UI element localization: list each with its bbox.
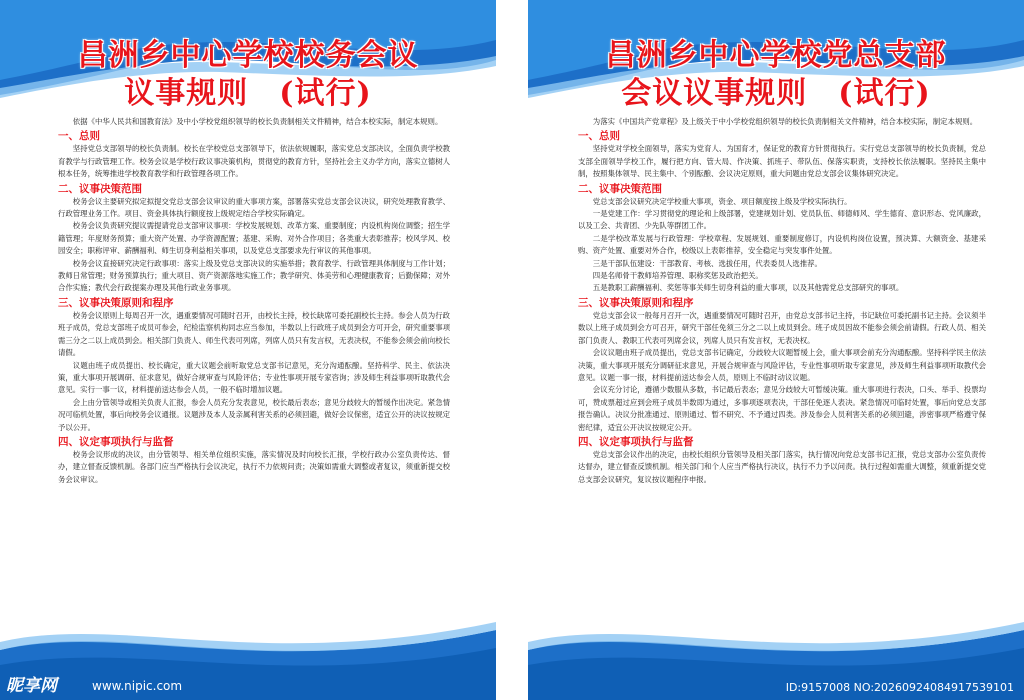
section-paragraph: 党总支部会议研究决定学校重大事项，资金、项目额度按上级及学校实际执行。	[592, 196, 852, 206]
section-paragraph: 一是党建工作：学习贯彻党的理论和上级部署，党建规划计划、党员队伍、师德师风、学生德育、意识形态、党风廉政，以及工会、共青团、少先队等群团工作。	[578, 209, 986, 231]
section-paragraph: 校务会议主要研究拟定拟提交党总支部会议审议的重大事项方案，部署落实党总支部会议决议，研究处理教育教学、行政管理业务工作。项目、资金具体执行额度按上级规定结合学校实际确定。	[58, 196, 450, 219]
nipic-url: www.nipic.com	[92, 679, 183, 693]
section-heading: 一、总则	[578, 130, 620, 143]
section-heading: 二、议事决策范围	[58, 182, 142, 195]
section-paragraph: 五是教职工薪酬福利、奖惩等事关师生切身利益的重大事项，以及其他需党总支部研究的事项。	[592, 283, 904, 293]
section-paragraph: 坚持党总支部领导的校长负责制。校长在学校党总支部领导下，依法依规履职，落实党总支部决议，全面负责学校教育教学与行政管理工作。校务会议是学校行政议事决策机构，贯彻党的教育方针，坚持社会主义办学方向，落实立德树人根本任务，统筹推进学校教育教学和行政管理各项工作。	[58, 144, 450, 179]
section-heading: 一、总则	[58, 130, 100, 143]
section-paragraph: 会议议题由班子成员提出，党总支部书记确定，分歧较大议题暂缓上会，重大事项会前充分沟通酝酿。坚持科学民主依法决策，重大事项开展充分调研征求意见，开展合规审查与风险评估，专业性事项听取专家意见，涉及师生利益事项听取教代会意见。议题一事一报，材料提前送达参会人员，原则上不临时动议议题。	[578, 348, 986, 382]
section-paragraph: 校务会议原则上每周召开一次，遇重要情况可随时召开，由校长主持，校长缺席可委托副校长主持。参会人员为行政班子成员，党总支部班子成员可参会，纪检监察机构同志应当参加，半数以上行政班子成员到会方可开会，研究重要事项需三分之二以上成员到会。相关部门负责人、师生代表可列席，列席人员只有发言权，无表决权，不能参会须会前向校长请假。	[58, 310, 450, 358]
bottom-blue-wave	[0, 610, 496, 700]
section-paragraph: 坚持党对学校全面领导，落实为党育人、为国育才，保证党的教育方针贯彻执行。实行党总支部领导的校长负责制，党总支部全面领导学校工作，履行把方向、管大局、作决策、抓班子、带队伍、保落实职责，支持校长依法履职。坚持民主集中制，按照集体领导、民主集中、个别酝酿、会议决定原则，重大问题由党总支部会议集体研究决定。	[578, 144, 986, 179]
rules-body	[578, 116, 986, 486]
section-paragraph: 二是学校改革发展与行政管理：学校章程、发展规划、重要制度修订，内设机构岗位设置，预决算、大额资金、基建采购、资产处置、重要对外合作，校级以上表彰推荐，安全稳定与突发事件处置。	[578, 233, 986, 256]
poster-title-line1: 昌洲乡中心学校党总支部	[605, 38, 947, 73]
section-heading: 四、议定事项执行与监督	[58, 435, 174, 448]
section-heading: 三、议事决策原则和程序	[58, 296, 174, 309]
section-heading: 二、议事决策范围	[578, 182, 662, 195]
section-heading: 三、议事决策原则和程序	[578, 296, 694, 309]
section-paragraph: 党总支部会议一般每月召开一次，遇重要情况可随时召开，由党总支部书记主持，书记缺位可委托副书记主持。会议须半数以上班子成员到会方可召开，研究干部任免须三分之二以上成员到会。班子成员因故不能参会须会前请假。行政人员、相关部门负责人、教职工代表可列席会议，列席人员只有发言权，无表决权。	[578, 310, 986, 345]
party-branch-poster	[528, 0, 1024, 700]
poster-title-line2: 会议议事规则 (试行)	[621, 76, 931, 111]
section-heading: 四、议定事项执行与监督	[578, 435, 694, 448]
image-id-watermark: ID:9157008 NO:20260924084917539101	[785, 681, 1014, 694]
section-paragraph: 四是名师骨干教师培养管理、职称奖惩及政治把关。	[592, 271, 763, 281]
school-affairs-poster	[0, 0, 496, 700]
intro-paragraph: 依据《中华人民共和国教育法》及中小学校党组织领导的校长负责制相关文件精神，结合本校实际，制定本规则。	[72, 117, 443, 126]
section-paragraph: 校务会议直接研究决定行政事项：落实上级及党总支部决议的实施举措；教育教学、行政管理具体制度与工作计划；教师日常管理；财务预算执行；重大项目、资产资源落地实施工作；教学研究、体美劳和心理健康教育；后勤保障；对外合作实施；教代会行政提案办理及其他行政业务事项。	[58, 258, 450, 293]
section-paragraph: 三是干部队伍建设：干部教育、考核、选拔任用，代表委员人选推荐。	[592, 258, 822, 268]
rules-body	[58, 116, 450, 486]
section-paragraph: 会议充分讨论，遵循少数服从多数，书记最后表态；意见分歧较大可暂缓决策。重大事项进行表决，口头、举手、投票均可，赞成票超过应到会班子成员半数即为通过，多事项逐项表决，干部任免逐人表决。紧急情况可临时处置，事后向党总支部报告确认。决议分批准通过、原则通过、暂不研究、不予通过四类。涉及参会人员利害关系的必须回避，涉密事项严格遵守保密纪律，适宜公开决议按规定公开。	[578, 385, 986, 432]
section-paragraph: 党总支部会议作出的决定，由校长组织分管领导及相关部门落实，执行情况向党总支部书记汇报，党总支部办公室负责传达督办，建立督查反馈机制。相关部门和个人应当严格执行决议，执行不力予以问责。执行过程如需重大调整，须重新提交党总支部会议研究，复议按议题程序申报。	[578, 449, 986, 484]
section-paragraph: 议题由班子成员提出、校长确定，重大议题会前听取党总支部书记意见，充分沟通酝酿。坚持科学、民主、依法决策，重大事项开展调研、征求意见，做好合规审查与风险评估；专业性事项开展专家咨询；涉及师生利益事项听取教代会意见。实行一事一议，材料提前送达参会人员，一般不临时增加议题。	[58, 360, 450, 395]
section-paragraph: 会上由分管领导或相关负责人汇报，参会人员充分发表意见，校长最后表态；意见分歧较大的暂缓作出决定。紧急情况可临机处置，事后向校务会议通报。议题涉及本人及亲属利害关系的必须回避，做好会议保密，适宜公开的决议按规定予以公开。	[58, 397, 450, 432]
poster-title-line1: 昌洲乡中心学校校务会议	[77, 38, 419, 73]
section-paragraph: 校务会议负责研究提议需提请党总支部审议事项：学校发展规划、改革方案、重要制度；内设机构岗位调整；招生学籍管理；年度财务预算；重大资产处置、办学资源配置；基建、采购、对外合作项目；各类重大表彰推荐；校风学风、校园安全；职称评审、薪酬福利、师生切身利益相关事项，以及党总支部要求先行审议的其他事项。	[58, 221, 450, 256]
section-paragraph: 校务会议形成的决议，由分管领导、相关单位组织实施，落实情况及时向校长汇报，学校行政办公室负责传达、督办，建立督查反馈机制。各部门应当严格执行会议决定，执行不力依规问责；决策如需重大调整或者复议，须重新提交校务会议审议。	[58, 449, 450, 484]
poster-title-line2: 议事规则 (试行)	[124, 76, 372, 111]
nipic-logo: 昵享网	[6, 676, 57, 696]
intro-paragraph: 为落实《中国共产党章程》及上级关于中小学校党组织领导的校长负责制相关文件精神，结合本校实际，制定本规则。	[592, 117, 978, 126]
